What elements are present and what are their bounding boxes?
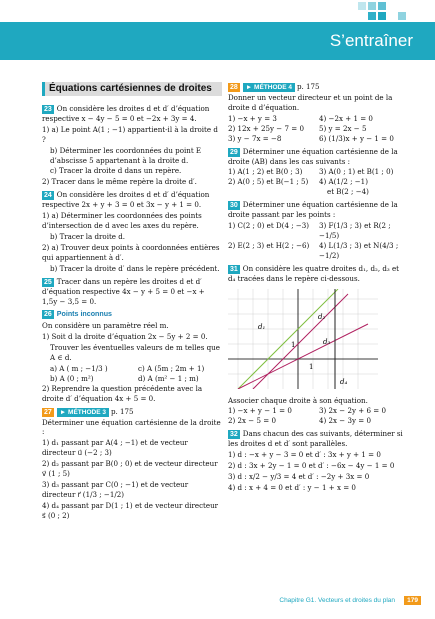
method-link[interactable]: ► MÉTHODE 4 bbox=[243, 83, 295, 92]
exercise-title: Points inconnus bbox=[56, 310, 112, 319]
label-d2: d₂ bbox=[318, 312, 326, 321]
exercise-number: 24 bbox=[44, 192, 52, 200]
lines-graph bbox=[228, 289, 378, 389]
right-column bbox=[228, 82, 406, 494]
page-footer bbox=[0, 596, 435, 610]
section-title: Équations cartésiennes de droites bbox=[42, 82, 222, 96]
method-link[interactable]: ► MÉTHODE 3 bbox=[57, 408, 109, 417]
exercise-29: 29 Déterminer une équation cartésienne de la droite (AB) dans les cas suivants : 1) A(1 ; 2) et B(0 ; 3) 3) A(0 ; 1) et B(1 ; 0) 2) A(0 ; 5) et B(−1 ; 5) 4) A(1/2 ; −1) et B(2 ; −4) bbox=[228, 146, 398, 197]
page-title: S’entraîner bbox=[329, 31, 413, 50]
exercise-23: 23 On considère les droites d et d′ d’équation respective x − 4y − 5 = 0 et −2x + 3y = 4. 1) a) Le point A(1 ; −1) appartient-il à la droite d ? b) Déterminer les coordonnées du point E d’abscisse 5 appartenant à la droite d. c) Tracer la droite d dans un repère. 2) Tracer dans le même repère la droite d′. bbox=[42, 103, 218, 187]
decor-square bbox=[368, 12, 376, 20]
tick-one-x: 1 bbox=[309, 362, 314, 371]
chapter-label: Chapitre G1. Vecteurs et droites du plan bbox=[279, 597, 395, 604]
label-d4: d₄ bbox=[340, 377, 348, 386]
exercise-27: 27 ► MÉTHODE 3 p. 175 Déterminer une équation cartésienne de la droite : 1) d₁ passant par A(4 ; −1) et de vecteur directeur u⃗ (−2 ; 3) 2) d₂ passant par B(0 ; 0) et de vecteur directeur v⃗ (1 ; 5) 3) d₃ passant par C(0 ; −1) et de vecteur directeur r⃗ (1/3 ; −1/2) 4) d₄ passant par D(1 ; 1) et de vecteur directeur s⃗ (0 ; 2) bbox=[42, 406, 221, 520]
decor-square bbox=[378, 2, 386, 10]
exercise-number: 29 bbox=[230, 148, 238, 156]
exercise-31: 31 On considère les quatre droites d₁, d₂, d₃ et d₄ tracées dans le repère ci-dessous. d₁ d₂ d₃ d₄ 1 1 Associer chaque droite à son équation. 1) −x + y − 1 = 0 3) 2x − 2y + 6 = 0 2) 2x − 5 = 0 4) 2x − 3y = 0 bbox=[228, 263, 400, 426]
exercise-number: 31 bbox=[230, 265, 238, 273]
page-header bbox=[0, 0, 435, 62]
line-d3 bbox=[238, 324, 368, 389]
label-d3: d₃ bbox=[323, 337, 331, 346]
decor-square bbox=[358, 2, 366, 10]
tick-one-y: 1 bbox=[291, 340, 296, 349]
decor-square bbox=[378, 12, 386, 20]
decor-square bbox=[398, 12, 406, 20]
page-number: 179 bbox=[404, 596, 421, 605]
exercise-number: 23 bbox=[44, 105, 52, 113]
exercise-25: 25 Tracer dans un repère les droites d et d′ d’équation respective 4x − y + 5 = 0 et −x + 1,5y − 3,5 = 0. bbox=[42, 276, 205, 306]
exercise-number: 32 bbox=[230, 431, 238, 439]
exercise-number: 27 bbox=[44, 408, 52, 416]
exercise-26: 26 Points inconnus On considère un paramètre réel m. 1) Soit d la droite d’équation 2x − 5y + 2 = 0. Trouver les éventuelles valeurs de m telles que A ∈ d. a) A ( m ; −1/3 ) c) A (5m ; 2m + 1) b) A (0 ; m²) d) A (m² − 1 ; m) 2) Reprendre la question précédente avec la droite d′ d’équation 4x + 5 = 0. bbox=[42, 310, 220, 403]
exercise-28: 28 ► MÉTHODE 4 p. 175 Donner un vecteur directeur et un point de la droite d d’équation. 1) −x + y = 3 4) −2x + 1 = 0 2) 12x + 25y − 7 = 0 5) y = 2x − 5 3) y − 7x = −8 6) (1/3)x + y − 1 = 0 bbox=[228, 82, 394, 143]
exercise-number: 26 bbox=[44, 311, 52, 319]
exercise-24: 24 On considère les droites d et d′ d’équation respective 2x + y + 3 = 0 et 3x − y + 1 = 0. 1) a) Déterminer les coordonnées des points d’intersection de d avec les axes du repère. b) Tracer la droite d. 2) a) Trouver deux points à coordonnées entières qui appartiennent à d′. b) Tracer la droite d′ dans le repère précédent. bbox=[42, 190, 220, 273]
exercise-number: 25 bbox=[44, 278, 52, 286]
left-column bbox=[42, 82, 222, 522]
label-d1: d₁ bbox=[258, 322, 266, 331]
exercise-number: 30 bbox=[230, 202, 238, 210]
decor-square bbox=[368, 2, 376, 10]
exercise-30: 30 Déterminer une équation cartésienne de la droite passant par les points : 1) C(2 ; 0) et D(4 ; −3) 3) F(1/3 ; 3) et R(2 ; −1/5) 2) E(2 ; 3) et H(2 ; −6) 4) L(1/3 ; 3) et N(4/3 ; −1/2) bbox=[228, 200, 399, 260]
exercise-32: 32 Dans chacun des cas suivants, déterminer si les droites d et d′ sont parallèles. 1) d : −x + y − 3 = 0 et d′ : 3x + y + 1 = 0 2) d : 3x + 2y − 1 = 0 et d′ : −6x − 4y − 1 = 0 3) d : x/2 − y/3 = 4 et d′ : −2y + 3x = 0 4) d : x + 4 = 0 et d′ : y − 1 + x = 0 bbox=[228, 429, 403, 492]
exercise-number: 28 bbox=[230, 84, 238, 91]
